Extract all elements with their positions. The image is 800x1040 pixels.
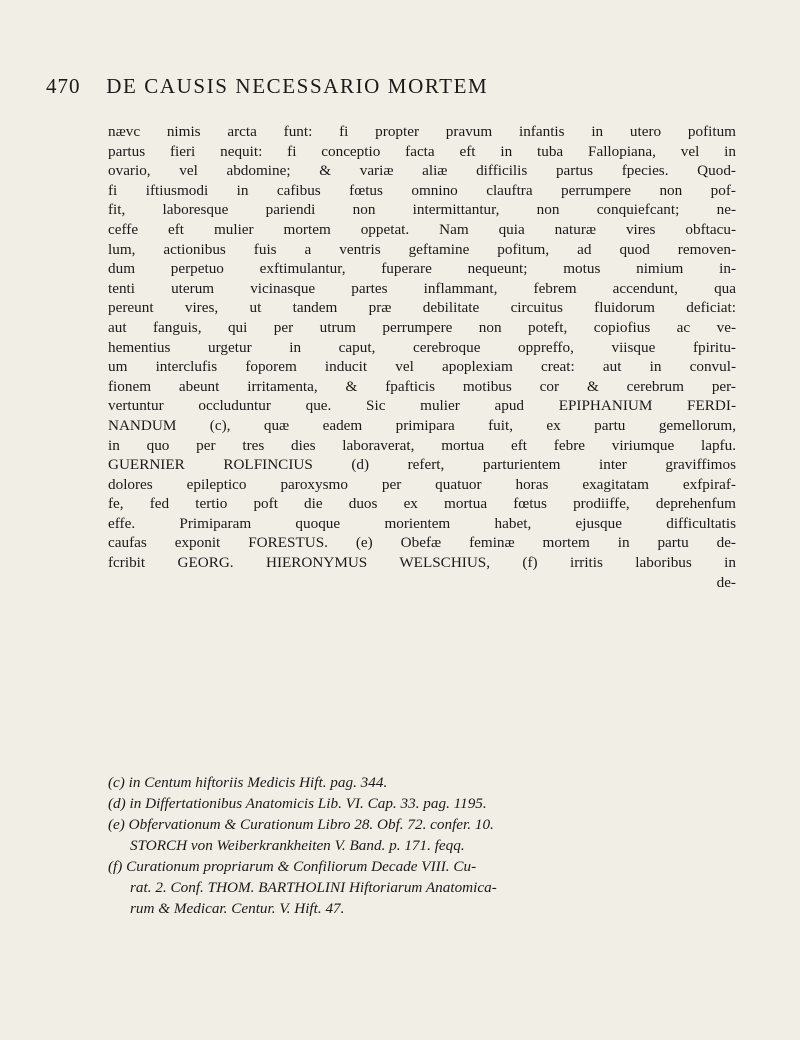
text-line: aut fanguis, qui per utrum perrumpere non poteft, copiofius ac ve- <box>108 318 736 336</box>
running-header <box>46 74 746 99</box>
text-line: fionem abeunt irritamenta, & fpafticis motibus cor & cerebrum per- <box>108 377 736 395</box>
footnote-continuation: rum & Medicar. Centur. V. Hift. 47. <box>130 900 345 917</box>
footnote: (f) Curationum propriarum & Confiliorum Decade VIII. Cu- <box>108 858 477 875</box>
text-line: GUERNIER ROLFINCIUS (d) refert, parturientem inter graviffimos <box>108 456 736 474</box>
catchword: de- <box>716 573 736 591</box>
text-line: in quo per tres dies laboraverat, mortua eft febre viriumque lapfu. <box>108 436 736 454</box>
text-line: nævc nimis arcta funt: fi propter pravum infantis in utero pofitum <box>108 123 736 140</box>
text-line: hementius urgetur in caput, cerebroque oppreffo, viisque fpiritu- <box>108 338 736 356</box>
text-line: ovario, vel abdomine; & variæ aliæ difficilis partus fpecies. Quod- <box>108 162 736 180</box>
text-line: tenti uterum vicinasque partes inflammant, febrem accendunt, qua <box>108 279 736 297</box>
text-line: dolores epileptico paroxysmo per quatuor horas exagitatam exfpiraf- <box>108 475 736 493</box>
footnotes <box>108 772 736 919</box>
text-line: vertuntur occluduntur que. Sic mulier apud EPIPHANIUM FERDI- <box>108 397 736 415</box>
main-text <box>108 122 736 592</box>
text-line: lum, actionibus fuis a ventris geftamine pofitum, ad quod removen- <box>108 240 736 258</box>
text-line: ceffe eft mulier mortem oppetat. Nam quia naturæ vires obftacu- <box>108 220 736 238</box>
text-line: caufas exponit FORESTUS. (e) Obefæ feminæ mortem in partu de- <box>108 534 736 552</box>
footnote: (d) in Differtationibus Anatomicis Lib. VI. Cap. 33. pag. 1195. <box>108 795 487 812</box>
text-line: um interclufis foporem inducit vel apoplexiam creat: aut in convul- <box>108 358 736 376</box>
text-line: effe. Primiparam quoque morientem habet, ejusque difficultatis <box>108 514 736 532</box>
text-line: fcribit GEORG. HIERONYMUS WELSCHIUS, (f) irritis laboribus in <box>108 554 736 572</box>
text-line: partus fieri nequit: fi conceptio facta eft in tuba Fallopiana, vel in <box>108 142 736 160</box>
text-line: pereunt vires, ut tandem præ debilitate circuitus fluidorum deficiat: <box>108 299 736 317</box>
text-line: dum perpetuo exftimulantur, fuperare nequeunt; motus nimium in- <box>108 260 736 278</box>
text-line: fi iftiusmodi in cafibus fœtus omnino clauftra perrumpere non pof- <box>108 181 736 199</box>
footnote: (c) in Centum hiftoriis Medicis Hift. pag. 344. <box>108 774 388 791</box>
footnote-continuation: STORCH von Weiberkrankheiten V. Band. p. 171. feqq. <box>130 837 465 854</box>
page-number: 470 <box>46 74 81 98</box>
footnote-continuation: rat. 2. Conf. THOM. BARTHOLINI Hiftoriarum Anatomica- <box>130 879 497 896</box>
running-title: DE CAUSIS NECESSARIO MORTEM <box>106 74 489 98</box>
text-line: fit, laboresque pariendi non intermittantur, non conquiefcant; ne- <box>108 201 736 219</box>
text-line: fe, fed tertio poft die duos ex mortua fœtus prodiiffe, deprehenfum <box>108 495 736 513</box>
text-line: NANDUM (c), quæ eadem primipara fuit, ex partu gemellorum, <box>108 416 736 434</box>
footnote: (e) Obfervationum & Curationum Libro 28. Obf. 72. confer. 10. <box>108 816 494 833</box>
